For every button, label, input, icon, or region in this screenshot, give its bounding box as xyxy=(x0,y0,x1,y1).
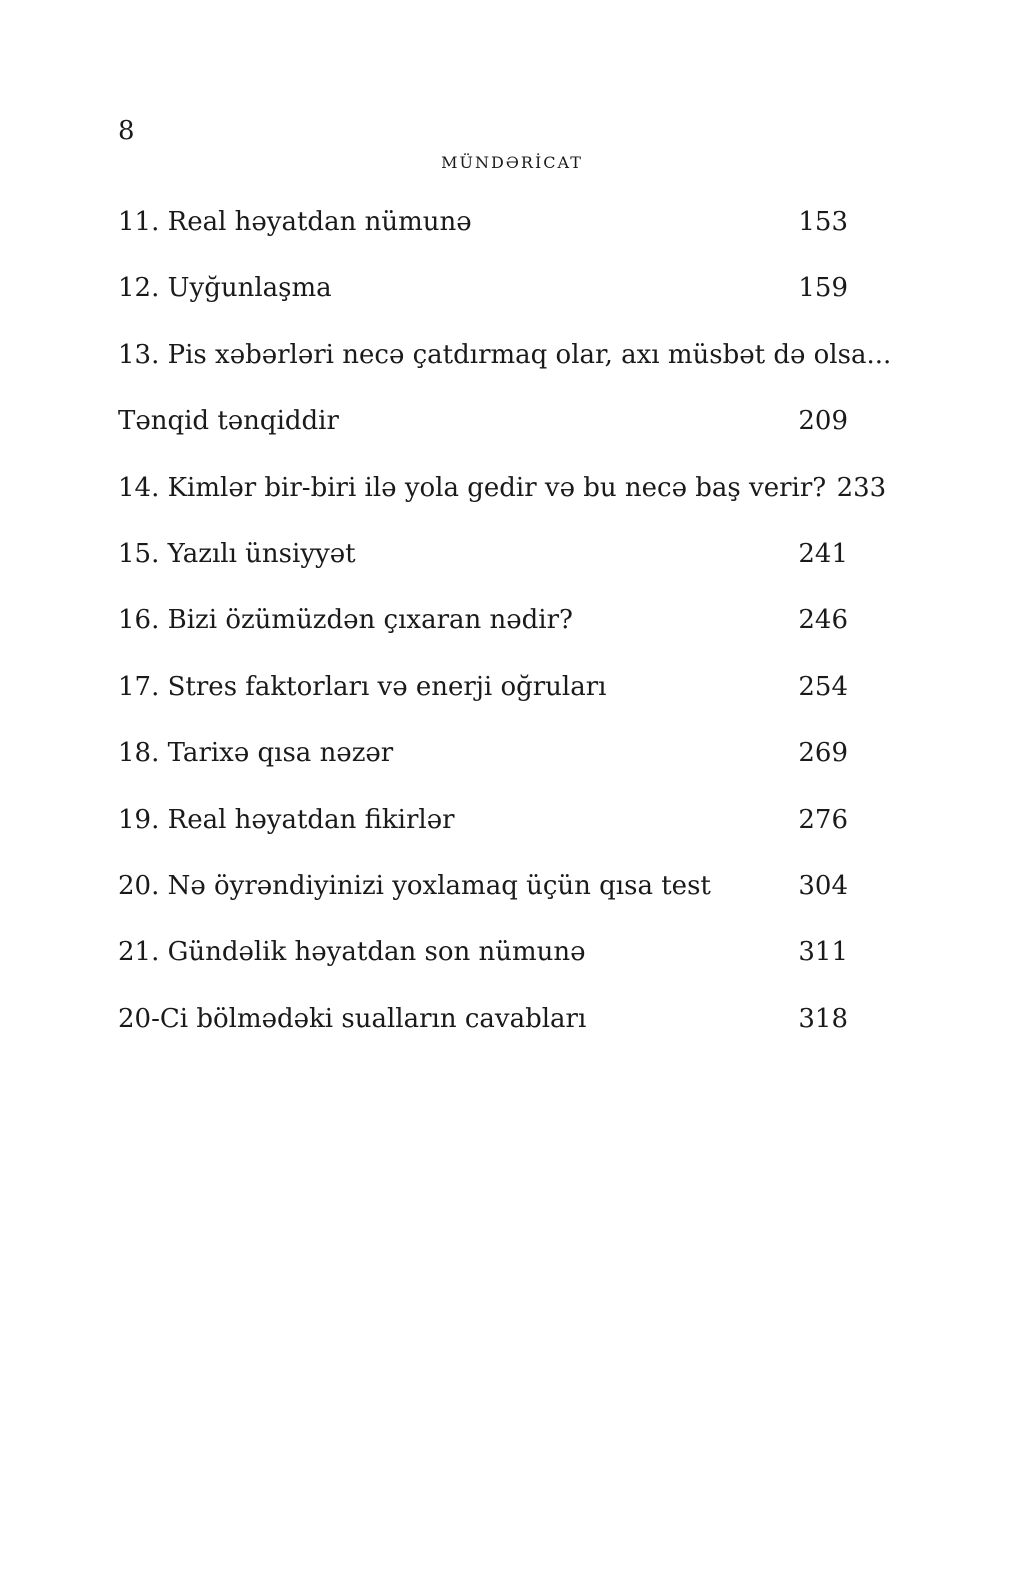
toc-entry-page: 233 xyxy=(836,472,887,503)
table-of-contents xyxy=(118,202,892,1065)
toc-entry-title: 18. Tarixə qısa nəzər xyxy=(118,738,394,769)
toc-entry-title: Tənqid tənqiddir xyxy=(118,406,339,437)
toc-entry xyxy=(118,667,848,733)
toc-entry-title: 17. Stres faktorları və enerji oğruları xyxy=(118,671,607,702)
toc-entry-page: 304 xyxy=(798,870,848,901)
toc-entry-page: 269 xyxy=(798,738,848,769)
toc-entry-title: 13. Pis xəbərləri necə çatdırmaq olar, axı müsbət də olsa... xyxy=(118,339,892,370)
toc-entry-page: 254 xyxy=(798,671,848,702)
toc-entry xyxy=(118,932,848,998)
toc-entry-page: 318 xyxy=(798,1003,848,1034)
toc-entry xyxy=(118,401,848,467)
toc-entry xyxy=(118,800,848,866)
toc-entry xyxy=(118,268,848,334)
toc-entry-title: 11. Real həyatdan nümunə xyxy=(118,207,472,237)
toc-entry-page: 276 xyxy=(798,804,848,835)
toc-entry xyxy=(118,600,848,666)
toc-entry-page: 241 xyxy=(798,538,848,569)
toc-entry xyxy=(118,534,848,600)
toc-entry xyxy=(118,202,848,268)
page-number: 8 xyxy=(118,116,135,146)
toc-entry-page: 159 xyxy=(798,273,848,304)
toc-entry-page: 311 xyxy=(798,937,848,968)
toc-entry xyxy=(118,468,887,534)
toc-entry-title: 21. Gündəlik həyatdan son nümunə xyxy=(118,937,586,968)
running-head: MÜNDƏRİCAT xyxy=(441,153,583,172)
toc-entry-title: 12. Uyğunlaşma xyxy=(118,273,332,304)
toc-entry-title: 19. Real həyatdan fikirlər xyxy=(118,804,455,835)
toc-entry xyxy=(118,335,892,401)
toc-entry-title: 20-Ci bölmədəki sualların cavabları xyxy=(118,1003,587,1034)
toc-entry-title: 15. Yazılı ünsiyyət xyxy=(118,538,356,569)
toc-entry-title: 20. Nə öyrəndiyinizi yoxlamaq üçün qısa test xyxy=(118,870,711,901)
toc-entry-page: 246 xyxy=(798,605,848,636)
toc-entry-title: 16. Bizi özümüzdən çıxaran nədir? xyxy=(118,605,573,636)
toc-entry-page: 209 xyxy=(798,406,848,437)
toc-entry-title: 14. Kimlər bir-biri ilə yola gedir və bu necə baş verir? xyxy=(118,472,827,503)
toc-entry xyxy=(118,999,848,1065)
toc-entry xyxy=(118,866,848,932)
toc-entry-page: 153 xyxy=(798,207,848,237)
toc-entry xyxy=(118,733,848,799)
